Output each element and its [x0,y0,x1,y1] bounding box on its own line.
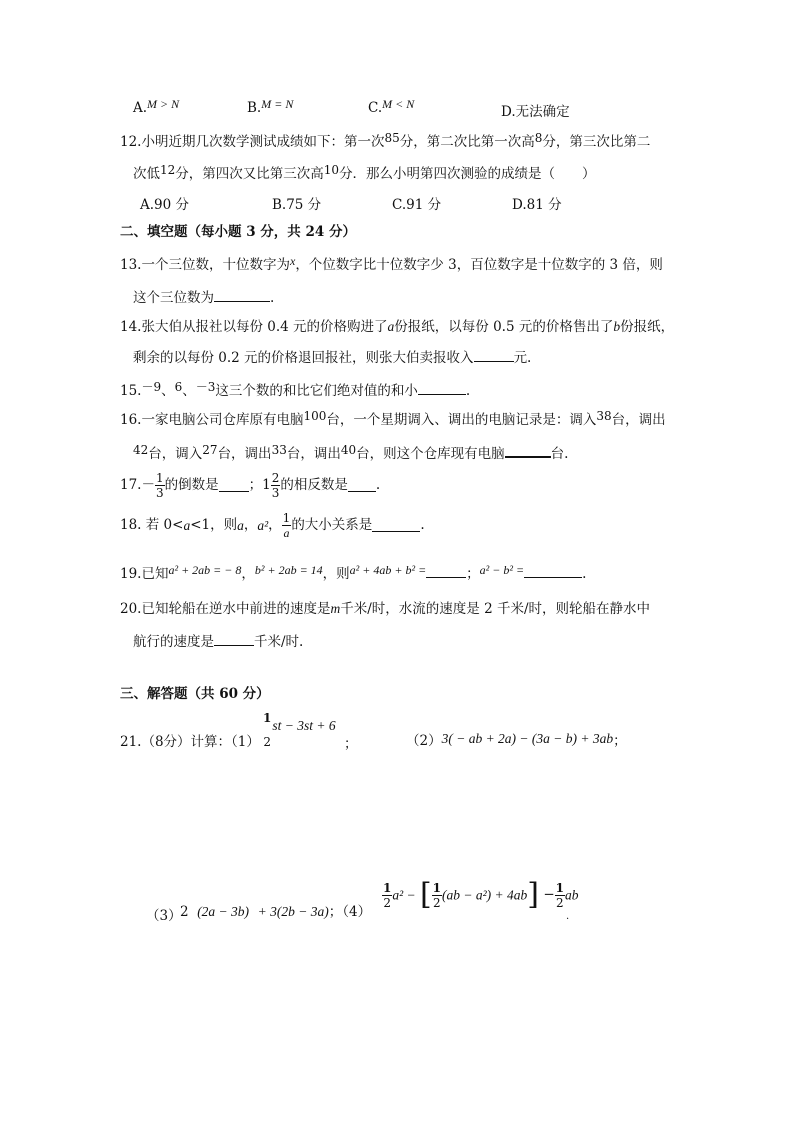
number: 1 [262,476,271,493]
numerator: 1 [282,511,291,525]
expression: ab [564,887,579,903]
denominator: 3 [155,486,164,500]
text: ，个位数字比十位数字少 3，百位数字是十位数字的 3 倍，则 [295,257,663,273]
number: 6 [174,380,183,394]
numerator: 1 [155,471,164,485]
expression: (ab − a²) + 4ab [442,887,528,903]
q11-option-c [368,97,415,116]
fraction [282,512,292,539]
number: 42 [133,443,149,457]
answer-blank[interactable] [418,383,466,395]
text: 千米/时. [254,634,304,650]
number: 85 [384,131,400,145]
answer-blank[interactable] [348,480,376,492]
text: ； [248,476,263,493]
equation: a² + 2ab = − 8 [168,563,242,577]
text: . [375,476,381,493]
text: <1，则 [190,516,238,533]
text: 的倒数是 [164,476,219,493]
denominator: 2 [555,895,564,910]
option-math: M = N [261,97,294,111]
option-label: D.无法确定 [501,104,570,120]
fraction [432,882,442,909]
q21-expr4 [382,877,579,912]
text: 13.一个三位数，十位数字为 [120,257,290,273]
q12-line2 [133,163,596,182]
option-math: M > N [147,97,180,111]
q14-line1 [120,320,674,335]
answer-blank[interactable] [214,290,270,302]
section2-title: 二、填空题（每小题 3 分，共 24 分） [120,224,356,240]
q14-line2 [133,350,531,366]
text: 分．那么小明第四次测验的成绩是（ ） [339,166,596,182]
text: ； [466,566,480,582]
number: 27 [202,443,218,457]
text: . [420,516,425,533]
text: 台，调出 [286,446,341,462]
answer-blank[interactable] [505,445,551,458]
expression: a² − [392,887,416,903]
q21-sep1: ； [344,736,358,752]
denominator: 2 [433,895,441,910]
q12-option-c: C.91 分 [392,197,442,213]
text: （4） [342,904,372,920]
text: . [270,290,275,306]
text: 20.已知轮船在逆水中前进的速度是 [120,601,331,617]
denominator: 3 [271,486,280,500]
fraction [382,882,392,909]
variable: b [613,319,621,334]
q11-option-d [501,106,570,120]
text: 千米/时，水流的速度是 2 千米/时，则轮船在静水中 [340,601,651,617]
text: （2） [406,733,442,749]
text: 剩余的以每份 0.2 元的价格退回报社，则张大伯卖报收入 [133,350,474,366]
text: 12.小明近期几次数学测试成绩如下：第一次 [120,134,385,150]
q13-line2 [133,290,274,306]
q12-option-a: A.90 分 [140,197,190,213]
variable: a [183,517,191,533]
option-math: M < N [382,97,415,111]
variable: a [387,319,395,334]
text: 这三个数的和比它们绝对值的和小 [215,383,418,399]
text: 分，第四次又比第三次高 [175,166,324,182]
text: ， [268,516,282,533]
text: 19.已知 [120,566,169,582]
q18 [120,512,425,539]
denominator: 2 [263,735,271,749]
text: 的大小关系是 [291,516,373,533]
text: 18. 若 0< [120,516,184,533]
text: 台，则这个仓库现有电脑 [356,446,505,462]
number: 33 [271,443,287,457]
variable: x [289,254,296,268]
text: 分，第二次比第一次高 [399,134,535,150]
q11-option-a [133,97,180,116]
bracket-left: [ [419,877,432,912]
text: 台，调入 [148,446,203,462]
fraction [555,882,565,909]
answer-blank[interactable] [214,634,254,646]
number: 100 [303,409,327,423]
text: 航行的速度是 [133,634,214,650]
text: 元. [513,350,532,366]
numerator: 2 [271,471,280,485]
text: . [465,383,471,399]
fraction [262,712,272,748]
q21-expr3 [180,905,371,920]
text: 分，第三次比第二 [542,134,651,150]
number: －3 [195,380,216,394]
q21-part3 [146,910,182,924]
q19 [120,563,587,582]
number: －9 [141,380,162,394]
expression: + 3(2b − 3a) [257,904,329,919]
fraction [155,472,165,499]
q21-line1 [120,736,260,750]
bracket-right: ] [527,877,540,912]
text: ，则 [322,566,350,582]
equation: b² + 2ab = 14 [254,563,323,577]
q21-part2 [406,731,627,749]
numerator: 1 [432,880,442,895]
answer-blank[interactable] [219,480,249,492]
number: 2 [180,904,189,920]
text: ， [241,566,255,582]
variable: a [237,517,244,533]
section3-title: 三、解答题（共 60 分） [120,686,270,702]
expression: (2a − 3b) [197,904,250,919]
equation: a² − b² = [479,563,525,577]
q11-option-b [247,97,294,116]
text: ； [328,904,343,920]
number: 12 [160,163,176,177]
q12-option-d: D.81 分 [512,197,562,213]
text: 份报纸，以每份 0.5 元的价格售出了 [394,319,614,335]
text: （3） [146,908,182,924]
text: 16.一家电脑公司仓库原有电脑 [120,412,304,428]
answer-blank[interactable] [524,566,582,578]
text: 17. [120,476,142,493]
denominator: a [283,526,290,540]
fraction [271,472,281,499]
text: 台. [550,446,569,462]
text: ， [243,516,258,533]
text: 、 [182,383,196,399]
variable: a² [257,517,269,533]
q21-expr1 [262,712,336,748]
numerator: 1 [555,880,564,895]
q13-line1 [120,254,663,273]
answer-blank[interactable] [474,350,514,362]
number: 38 [596,409,612,423]
option-label: A. [133,100,148,116]
expression: st − 3st + 6 [272,718,336,734]
q20-line1 [120,602,650,617]
denominator: 2 [383,895,391,910]
text: 15. [120,383,142,399]
text: . [582,566,587,582]
text: − [543,886,555,903]
expression: 3( − ab + 2a) − (3a − b) + 3ab [441,731,614,746]
text: ； [613,733,627,749]
text: 台，调出 [217,446,272,462]
variable: m [330,601,341,616]
text: 21.（8分）计算：（1） [120,734,260,750]
q12-line1 [120,131,651,150]
text: 份报纸， [620,319,675,335]
option-label: C. [368,100,383,116]
text: － [141,476,155,493]
numerator: 1 [383,880,392,895]
q16-line1 [120,409,666,428]
text: 这个三位数为 [133,290,214,306]
answer-blank[interactable] [426,566,466,578]
option-label: B. [247,100,262,116]
text: 的相反数是 [280,476,348,493]
q20-line2 [133,634,303,650]
text: 台，调出 [611,412,666,428]
text: 、 [161,383,175,399]
answer-blank[interactable] [372,520,420,532]
number: 10 [323,163,340,177]
q12-option-b: B.75 分 [272,197,322,213]
number: 40 [340,443,357,457]
number: 8 [534,131,543,145]
equation: a² + 4ab + b² = [349,563,427,577]
text: 次低 [133,166,160,182]
q15 [120,380,471,399]
q16-line2 [133,445,568,462]
text: 14.张大伯从报社以每份 0.4 元的价格购进了 [120,319,388,335]
q21-end: . [566,911,570,922]
numerator: 1 [263,711,272,725]
text: 台，一个星期调入、调出的电脑记录是：调入 [326,412,597,428]
q17 [120,472,380,499]
